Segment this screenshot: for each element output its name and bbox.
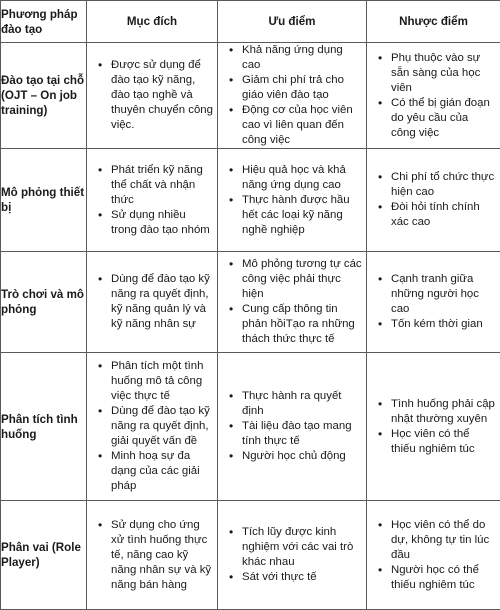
list-item: • Tích lũy được kinh nghiệm với các vai trò khác nhau [228,525,362,570]
list-item: • Mô phỏng tương tự các công việc phải thực hiện [228,257,362,302]
purpose-cell [87,353,218,501]
cons-cell [367,353,500,501]
table-row [1,252,500,353]
list-item: • Chi phí tổ chức thực hiện cao [377,170,496,200]
list-item: • Cạnh tranh giữa những người học cao [377,272,496,317]
purpose-list [87,359,217,494]
list-item: • Được sử dụng để đào tạo kỹ năng, đào tạo nghề và thuyên chuyển công việc. [97,58,213,133]
list-item: • Phát triển kỹ năng thể chất và nhận thức [97,163,213,208]
purpose-cell [87,43,218,149]
pros-list [218,525,366,585]
list-item: • Sát với thực tế [228,570,362,585]
list-item: • Sử dụng cho ứng xử tình huống thực tế, năng cao kỹ năng nhân sự và kỹ năng bán hàng [97,518,213,593]
cons-list [367,518,500,593]
list-item: • Động cơ của học viên cao vì liên quan đến công việc [228,103,362,148]
list-item: • Dùng để đào tạo kỹ năng ra quyết định, giải quyết vấn đề [97,404,213,449]
cons-cell [367,43,500,149]
pros-cell [218,353,367,501]
pros-list [218,257,366,347]
header-cons: Nhược điểm [367,1,500,43]
list-item: • Đòi hỏi tính chính xác cao [377,200,496,230]
list-item: • Sử dụng nhiều trong đào tạo nhóm [97,208,213,238]
header-row [1,1,500,43]
list-item: • Có thể bị gián đoạn do yêu cầu của công việc [377,96,496,141]
list-item: • Tốn kém thời gian [377,317,496,332]
cons-list [367,51,500,141]
pros-list [218,389,366,464]
list-item: • Dùng để đào tạo kỹ năng ra quyết định, kỹ năng quản lý và kỹ năng nhân sự [97,272,213,332]
method-name-cell: Mô phỏng thiết bị [1,149,87,252]
purpose-list [87,58,217,133]
purpose-cell [87,252,218,353]
list-item: • Minh hoạ sự đa dạng của các giải pháp [97,449,213,494]
purpose-list [87,272,217,332]
table-row [1,353,500,501]
pros-cell [218,501,367,610]
purpose-list [87,518,217,593]
list-item: • Cung cấp thông tin phản hồiTạo ra những thách thức thực tế [228,302,362,347]
pros-list [218,163,366,238]
table-row [1,149,500,252]
pros-cell [218,43,367,149]
table-row [1,43,500,149]
pros-cell [218,252,367,353]
list-item: • Giảm chi phí trả cho giáo viên đào tạo [228,73,362,103]
list-item: • Tài liệu đào tạo mang tính thực tế [228,419,362,449]
purpose-cell [87,501,218,610]
cons-list [367,272,500,332]
purpose-list [87,163,217,238]
list-item: • Thực hành được hầu hết các loại kỹ năng nghề nghiệp [228,193,362,238]
cons-cell [367,252,500,353]
cons-cell [367,149,500,252]
list-item: • Tình huống phải cập nhật thường xuyên [377,397,496,427]
header-method: Phương pháp đào tạo [1,1,87,43]
list-item: • Người học có thể thiếu nghiêm túc [377,563,496,593]
list-item: • Phụ thuộc vào sự sẵn sàng của học viên [377,51,496,96]
list-item: • Phân tích một tình huống mô tả công việc thực tế [97,359,213,404]
table-row [1,501,500,610]
list-item: • Khả năng ứng dụng cao [228,43,362,73]
method-name-cell: Đào tạo tại chỗ (OJT – On job training) [1,43,87,149]
purpose-cell [87,149,218,252]
list-item: • Hiệu quả học và khả năng ứng dụng cao [228,163,362,193]
list-item: • Học viên có thể thiếu nghiêm túc [377,427,496,457]
method-name-cell: Trò chơi và mô phỏng [1,252,87,353]
method-name-cell: Phân tích tình huống [1,353,87,501]
header-pros: Ưu điểm [218,1,367,43]
cons-cell [367,501,500,610]
cons-list [367,397,500,457]
pros-list [218,43,366,148]
list-item: • Thực hành ra quyết định [228,389,362,419]
list-item: • Học viên có thể do dự, không tự tin lúc đầu [377,518,496,563]
pros-cell [218,149,367,252]
cons-list [367,170,500,230]
header-purpose: Mục đích [87,1,218,43]
method-name-cell: Phân vai (Role Player) [1,501,87,610]
list-item: • Người học chủ động [228,449,362,464]
